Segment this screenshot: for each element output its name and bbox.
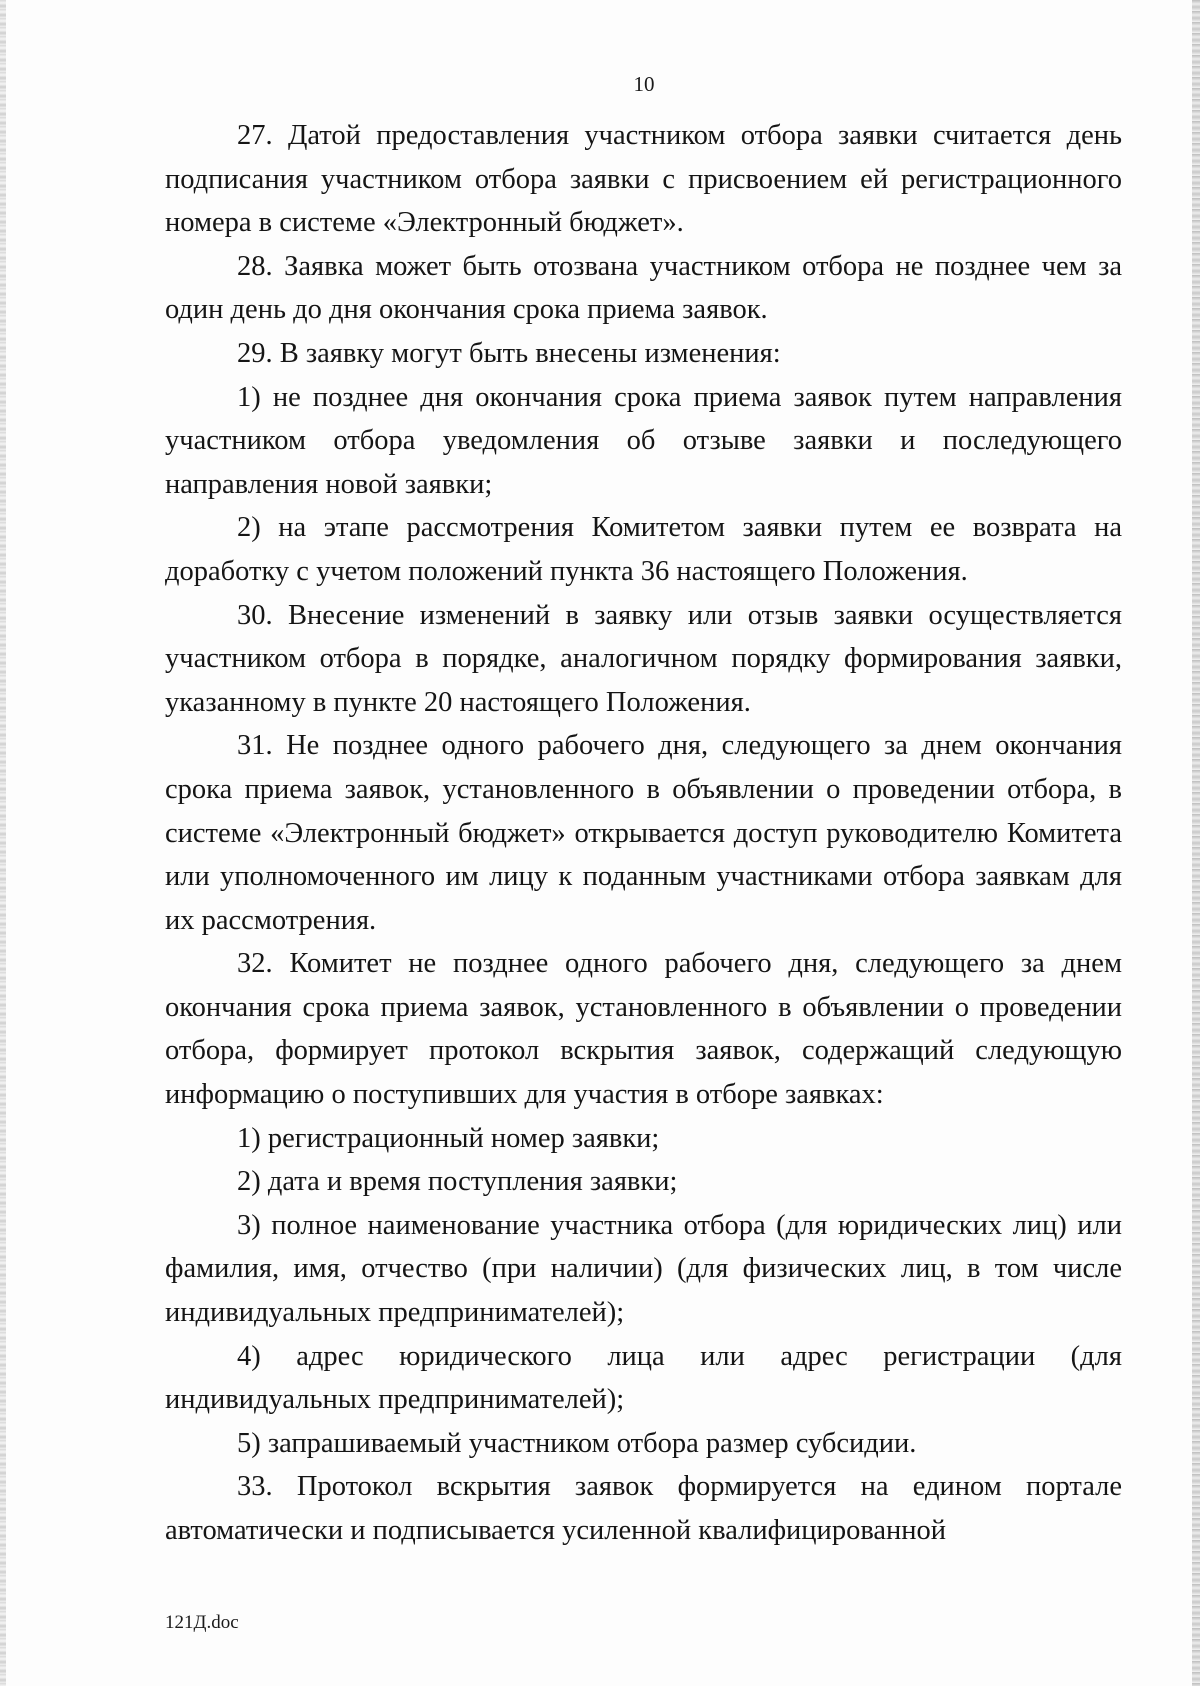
paragraph-29-item-2: 2) на этапе рассмотрения Комитетом заявки путем ее возврата на доработку с учетом положений пункта 36 настоящего Положения. — [165, 512, 1122, 587]
paragraph-33: 33. Протокол вскрытия заявок формируется на едином портале автоматически и подписывается усиленной квалифицированной — [165, 1471, 1122, 1546]
paragraph-29-item-1: 1) не позднее дня окончания срока приема заявок путем направления участником отбора уведомления об отзыве заявки и последующего направления новой заявки; — [165, 381, 1122, 500]
page-number: 10 — [633, 72, 655, 96]
paragraph-32-item-2: 2) дата и время поступления заявки; — [237, 1166, 678, 1198]
paragraph-32-item-3: 3) полное наименование участника отбора (для юридических лиц) или фамилия, имя, отчество (при наличии) (для физических лиц, в том числе индивидуальных предпринимателей); — [165, 1209, 1122, 1329]
paragraph-27: 27. Датой предоставления участником отбора заявки считается день подписания участником отбора заявки с присвоением ей регистрационного номера в системе «Электронный бюджет». — [165, 120, 1122, 239]
paragraph-30: 30. Внесение изменений в заявку или отзыв заявки осуществляется участником отбора в порядке, аналогичном порядку формирования заявки, указанному в пункте 20 настоящего Положения. — [165, 599, 1122, 718]
scan-edge-right — [1192, 0, 1200, 1686]
paragraph-32: 32. Комитет не позднее одного рабочего дня, следующего за днем окончания срока приема заявок, установленного в объявлении о проведении отбора, формирует протокол вскрытия заявок, содержащий следующую информацию о поступивших для участия в отборе заявках: — [165, 948, 1122, 1111]
paragraph-29: 29. В заявку могут быть внесены изменения: — [237, 337, 781, 369]
paragraph-32-item-4: 4) адрес юридического лица или адрес регистрации (для индивидуальных предпринимателей); — [165, 1340, 1122, 1416]
paragraph-32-item-1: 1) регистрационный номер заявки; — [237, 1122, 660, 1154]
document-body — [165, 114, 1122, 1553]
paragraph-32-item-5: 5) запрашиваемый участником отбора размер субсидии. — [237, 1427, 917, 1459]
footer-filename: 121Д.doc — [165, 1612, 239, 1633]
paragraph-31: 31. Не позднее одного рабочего дня, следующего за днем окончания срока приема заявок, установленного в объявлении о проведении отбора, в системе «Электронный бюджет» открывается доступ руководителю Комитета или уполномоченного им лицу к поданным участниками отбора заявкам для их рассмотрения. — [165, 730, 1122, 936]
paragraph-28: 28. Заявка может быть отозвана участником отбора не позднее чем за один день до дня окончания срока приема заявок. — [165, 250, 1122, 326]
scan-edge-left — [0, 0, 6, 1686]
